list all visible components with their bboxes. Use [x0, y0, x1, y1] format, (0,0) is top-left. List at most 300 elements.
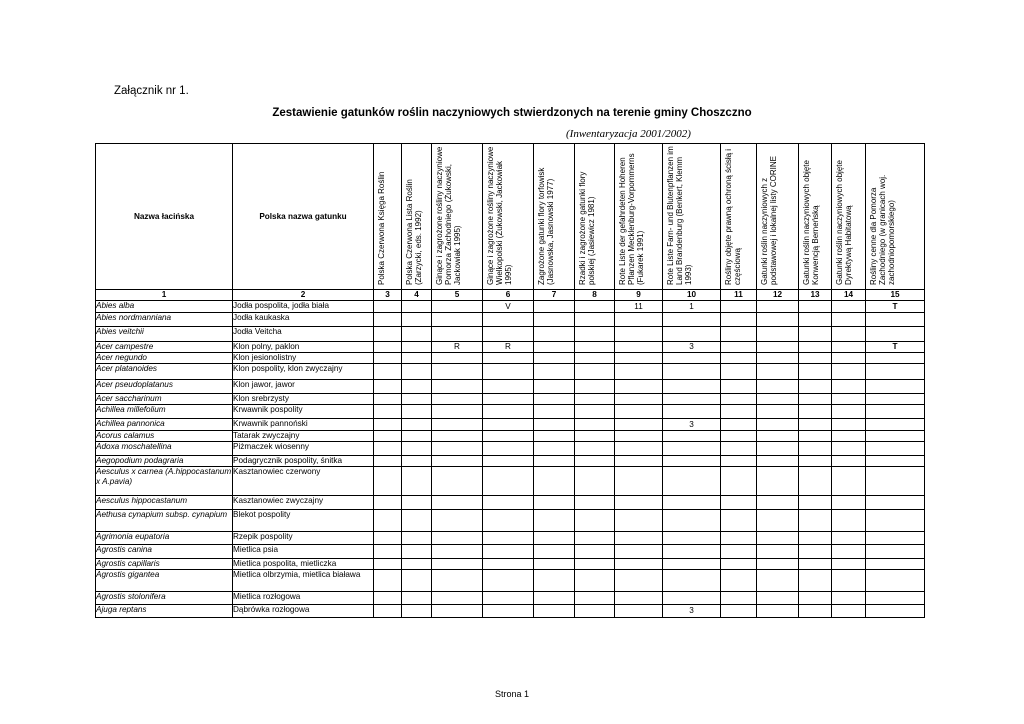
status-cell: [663, 364, 721, 380]
status-cell: [575, 301, 615, 313]
table-row: [96, 327, 925, 342]
status-cell: [615, 570, 663, 592]
status-cell: [374, 510, 402, 532]
status-cell: 11: [615, 301, 663, 313]
polish-name-cell: Mietlica psia: [233, 545, 374, 559]
status-cell: [374, 394, 402, 405]
status-cell: [432, 327, 483, 342]
status-cell: [575, 456, 615, 467]
table-row: [96, 456, 925, 467]
status-cell: [799, 313, 832, 327]
table-row: [96, 532, 925, 545]
column-number: 11: [721, 290, 757, 301]
status-cell: [663, 545, 721, 559]
table-row: [96, 431, 925, 442]
polish-name-cell: Jodła pospolita, jodła biała: [233, 301, 374, 313]
page-footer: Strona 1: [494, 689, 530, 699]
latin-name-cell: Agrostis gigantea: [96, 570, 233, 592]
column-number: 9: [615, 290, 663, 301]
status-cell: [575, 380, 615, 394]
status-cell: [432, 532, 483, 545]
header-col-label: Rote Liste der gefahrdeten Hoheren Pflanzen Mecklenburg-Vorpommerns (Fukarek 1991): [618, 153, 645, 285]
status-cell: [575, 510, 615, 532]
status-cell: [575, 592, 615, 605]
status-cell: [575, 467, 615, 496]
status-cell: [402, 301, 432, 313]
status-cell: [832, 559, 866, 570]
header-col-label: Ginące i zagrożone rośliny naczyniowe Wielkopolski (Żukowski, Jackowiak 1995): [486, 146, 513, 285]
status-cell: [615, 327, 663, 342]
table-row: [96, 496, 925, 510]
annex-label: Załącznik nr 1.: [114, 85, 189, 97]
status-cell: [832, 510, 866, 532]
status-cell: [374, 301, 402, 313]
status-cell: [799, 405, 832, 419]
column-number: 2: [233, 290, 374, 301]
status-cell: [866, 364, 925, 380]
status-cell: [721, 394, 757, 405]
status-cell: [721, 380, 757, 394]
status-cell: [374, 327, 402, 342]
status-cell: [483, 364, 534, 380]
status-cell: [663, 313, 721, 327]
header-col-label: Rośliny objęte prawną ochroną ścisłą i częściową: [724, 148, 742, 285]
status-cell: [757, 364, 799, 380]
polish-name-cell: Mietlica olbrzymia, mietlica biaława: [233, 570, 374, 592]
status-cell: [866, 431, 925, 442]
table-row: [96, 364, 925, 380]
status-cell: [721, 467, 757, 496]
header-col-label: Zagrożone gatunki flory torfowisk (Jasnowska, Jasnowski 1977): [537, 167, 555, 285]
status-cell: [866, 419, 925, 431]
status-cell: [575, 327, 615, 342]
status-cell: [615, 353, 663, 364]
status-cell: [866, 605, 925, 618]
status-cell: T: [866, 342, 925, 353]
status-cell: [615, 342, 663, 353]
status-cell: [575, 442, 615, 456]
status-cell: [534, 467, 575, 496]
status-cell: [832, 467, 866, 496]
status-cell: [483, 442, 534, 456]
status-cell: [432, 592, 483, 605]
status-cell: [832, 431, 866, 442]
status-cell: [374, 380, 402, 394]
status-cell: [402, 431, 432, 442]
status-cell: [575, 394, 615, 405]
status-cell: [402, 545, 432, 559]
status-cell: [402, 364, 432, 380]
header-col-label: Ginące i zagrożone rośliny naczyniowe Pomorza Zachodniego (Żukowski, Jackowiak 1995): [435, 146, 462, 285]
status-cell: [575, 431, 615, 442]
header-col-label: Gatunki roślin naczyniowych objęte Konwencją Berneńską: [802, 160, 820, 285]
status-cell: [799, 456, 832, 467]
header-col-12: [757, 144, 799, 290]
column-number: 12: [757, 290, 799, 301]
status-cell: [534, 419, 575, 431]
status-cell: [866, 313, 925, 327]
status-cell: [721, 327, 757, 342]
status-cell: [483, 467, 534, 496]
table-row: [96, 467, 925, 496]
status-cell: [402, 405, 432, 419]
status-cell: [832, 405, 866, 419]
status-cell: [721, 605, 757, 618]
status-cell: [615, 442, 663, 456]
status-cell: [757, 570, 799, 592]
header-row: [96, 144, 925, 290]
polish-name-cell: Tatarak zwyczajny: [233, 431, 374, 442]
latin-name-cell: Acer negundo: [96, 353, 233, 364]
latin-name-cell: Agrostis stolonifera: [96, 592, 233, 605]
status-cell: [663, 327, 721, 342]
status-cell: [663, 394, 721, 405]
status-cell: [663, 431, 721, 442]
status-cell: [832, 301, 866, 313]
status-cell: [402, 313, 432, 327]
column-number: 5: [432, 290, 483, 301]
status-cell: [483, 545, 534, 559]
status-cell: [374, 405, 402, 419]
status-cell: [757, 532, 799, 545]
status-cell: [832, 532, 866, 545]
status-cell: 3: [663, 605, 721, 618]
status-cell: [615, 313, 663, 327]
header-col-8: [575, 144, 615, 290]
status-cell: [402, 467, 432, 496]
status-cell: [534, 301, 575, 313]
status-cell: [832, 592, 866, 605]
status-cell: [575, 419, 615, 431]
status-cell: [402, 496, 432, 510]
table-row: [96, 301, 925, 313]
status-cell: [832, 605, 866, 618]
column-number: 8: [575, 290, 615, 301]
status-cell: [757, 510, 799, 532]
header-col-10: [663, 144, 721, 290]
header-polish-name: Polska nazwa gatunku: [233, 144, 374, 290]
status-cell: [402, 342, 432, 353]
status-cell: [757, 342, 799, 353]
header-col-14: [832, 144, 866, 290]
table-row: [96, 313, 925, 327]
status-cell: [615, 545, 663, 559]
status-cell: [402, 532, 432, 545]
status-cell: [483, 313, 534, 327]
column-number: 3: [374, 290, 402, 301]
status-cell: [483, 605, 534, 618]
status-cell: R: [483, 342, 534, 353]
status-cell: [757, 592, 799, 605]
latin-name-cell: Abies alba: [96, 301, 233, 313]
status-cell: [615, 394, 663, 405]
status-cell: [575, 570, 615, 592]
status-cell: [663, 442, 721, 456]
polish-name-cell: Dąbrówka rozłogowa: [233, 605, 374, 618]
status-cell: [721, 419, 757, 431]
status-cell: [402, 592, 432, 605]
status-cell: [663, 592, 721, 605]
header-col-label: Gatunki roślin naczyniowych z podstawowej i lokalnej listy CORINE: [760, 156, 778, 285]
status-cell: [432, 394, 483, 405]
table-row: [96, 592, 925, 605]
status-cell: [799, 353, 832, 364]
status-cell: [663, 570, 721, 592]
status-cell: [483, 419, 534, 431]
latin-name-cell: Abies nordmanniana: [96, 313, 233, 327]
status-cell: [432, 545, 483, 559]
status-cell: [866, 570, 925, 592]
status-cell: [374, 605, 402, 618]
latin-name-cell: Acer pseudoplatanus: [96, 380, 233, 394]
status-cell: 3: [663, 342, 721, 353]
status-cell: [615, 559, 663, 570]
status-cell: [663, 467, 721, 496]
polish-name-cell: Blekot pospolity: [233, 510, 374, 532]
status-cell: [374, 353, 402, 364]
status-cell: [866, 456, 925, 467]
latin-name-cell: Achillea millefolium: [96, 405, 233, 419]
status-cell: [663, 380, 721, 394]
status-cell: [432, 510, 483, 532]
status-cell: [721, 301, 757, 313]
table-row: [96, 380, 925, 394]
status-cell: [757, 301, 799, 313]
status-cell: [483, 510, 534, 532]
status-cell: [432, 301, 483, 313]
status-cell: [402, 419, 432, 431]
status-cell: [534, 559, 575, 570]
status-cell: [402, 394, 432, 405]
status-cell: [721, 342, 757, 353]
polish-name-cell: Krwawnik pospolity: [233, 405, 374, 419]
status-cell: [757, 405, 799, 419]
status-cell: [866, 380, 925, 394]
latin-name-cell: Aesculus x carnea (A.hippocastanum x A.pavia): [96, 467, 233, 496]
status-cell: [663, 496, 721, 510]
status-cell: [799, 510, 832, 532]
status-cell: [799, 394, 832, 405]
status-cell: [866, 592, 925, 605]
status-cell: [432, 405, 483, 419]
status-cell: [534, 510, 575, 532]
status-cell: [866, 496, 925, 510]
status-cell: [799, 342, 832, 353]
page-title: Zestawienie gatunków roślin naczyniowych stwierdzonych na terenie gminy Choszczno: [272, 107, 752, 119]
status-cell: [663, 532, 721, 545]
status-cell: [615, 510, 663, 532]
status-cell: [432, 496, 483, 510]
status-cell: [615, 456, 663, 467]
status-cell: [757, 431, 799, 442]
status-cell: [374, 342, 402, 353]
status-cell: [432, 456, 483, 467]
status-cell: [575, 353, 615, 364]
status-cell: [721, 510, 757, 532]
status-cell: [866, 545, 925, 559]
status-cell: [721, 496, 757, 510]
status-cell: [483, 456, 534, 467]
status-cell: [799, 301, 832, 313]
status-cell: [799, 532, 832, 545]
header-col-7: [534, 144, 575, 290]
status-cell: [757, 545, 799, 559]
status-cell: [534, 545, 575, 559]
status-cell: [432, 431, 483, 442]
polish-name-cell: Kasztanowiec zwyczajny: [233, 496, 374, 510]
status-cell: R: [432, 342, 483, 353]
status-cell: [432, 380, 483, 394]
status-cell: [866, 442, 925, 456]
status-cell: [757, 313, 799, 327]
status-cell: [757, 353, 799, 364]
polish-name-cell: Klon pospolity, klon zwyczajny: [233, 364, 374, 380]
status-cell: [866, 394, 925, 405]
header-col-label: Polska Czerwona Księga Roślin: [377, 171, 386, 285]
status-cell: [402, 442, 432, 456]
polish-name-cell: Krwawnik pannoński: [233, 419, 374, 431]
status-cell: [432, 353, 483, 364]
polish-name-cell: Klon polny, paklon: [233, 342, 374, 353]
status-cell: [402, 605, 432, 618]
status-cell: [799, 380, 832, 394]
polish-name-cell: Rzepik pospolity: [233, 532, 374, 545]
polish-name-cell: Klon srebrzysty: [233, 394, 374, 405]
table-row: [96, 342, 925, 353]
status-cell: [799, 559, 832, 570]
table-row: [96, 419, 925, 431]
polish-name-cell: Mietlica pospolita, mietliczka: [233, 559, 374, 570]
table-row: [96, 405, 925, 419]
status-cell: [832, 327, 866, 342]
status-cell: [402, 380, 432, 394]
status-cell: [534, 442, 575, 456]
polish-name-cell: Klon jesionolistny: [233, 353, 374, 364]
polish-name-cell: Jodła kaukaska: [233, 313, 374, 327]
status-cell: [483, 532, 534, 545]
status-cell: [534, 496, 575, 510]
status-cell: [432, 419, 483, 431]
latin-name-cell: Adoxa moschatellina: [96, 442, 233, 456]
header-col-label: Rote Liste Farn- und Blutenpflanzen im Land Brandenburg (Benkert, Klemm 1993): [666, 146, 693, 285]
status-cell: [374, 496, 402, 510]
status-cell: [721, 559, 757, 570]
column-number: 13: [799, 290, 832, 301]
status-cell: [757, 380, 799, 394]
polish-name-cell: Piżmaczek wiosenny: [233, 442, 374, 456]
status-cell: [374, 532, 402, 545]
status-cell: [575, 559, 615, 570]
status-cell: [374, 431, 402, 442]
status-cell: [432, 442, 483, 456]
polish-name-cell: Mietlica rozłogowa: [233, 592, 374, 605]
species-table: [95, 143, 925, 618]
header-col-9: [615, 144, 663, 290]
status-cell: [866, 510, 925, 532]
status-cell: [483, 380, 534, 394]
status-cell: [663, 510, 721, 532]
status-cell: [799, 592, 832, 605]
status-cell: [757, 605, 799, 618]
status-cell: [757, 394, 799, 405]
polish-name-cell: Podagrycznik pospolity, śnitka: [233, 456, 374, 467]
status-cell: [799, 496, 832, 510]
latin-name-cell: Achillea pannonica: [96, 419, 233, 431]
status-cell: [721, 442, 757, 456]
status-cell: [721, 456, 757, 467]
status-cell: [832, 442, 866, 456]
status-cell: [721, 353, 757, 364]
column-number: 7: [534, 290, 575, 301]
status-cell: [721, 364, 757, 380]
status-cell: [615, 431, 663, 442]
status-cell: [374, 456, 402, 467]
header-latin-name: Nazwa łacińska: [96, 144, 233, 290]
status-cell: [534, 380, 575, 394]
latin-name-cell: Agrostis capillaris: [96, 559, 233, 570]
polish-name-cell: Kasztanowiec czerwony: [233, 467, 374, 496]
page-subtitle: (Inwentaryzacja 2001/2002): [566, 128, 691, 140]
status-cell: [432, 605, 483, 618]
status-cell: [832, 353, 866, 364]
status-cell: [866, 559, 925, 570]
status-cell: [432, 313, 483, 327]
status-cell: [575, 405, 615, 419]
status-cell: [483, 496, 534, 510]
status-cell: [575, 313, 615, 327]
status-cell: [575, 342, 615, 353]
status-cell: [832, 545, 866, 559]
column-number: 14: [832, 290, 866, 301]
status-cell: [534, 592, 575, 605]
latin-name-cell: Ajuga reptans: [96, 605, 233, 618]
column-number: 6: [483, 290, 534, 301]
status-cell: [799, 442, 832, 456]
status-cell: [483, 394, 534, 405]
status-cell: [402, 510, 432, 532]
status-cell: [663, 456, 721, 467]
status-cell: [575, 545, 615, 559]
status-cell: [799, 431, 832, 442]
status-cell: [534, 405, 575, 419]
status-cell: [575, 532, 615, 545]
status-cell: [402, 559, 432, 570]
status-cell: [483, 327, 534, 342]
status-cell: V: [483, 301, 534, 313]
table-row: [96, 394, 925, 405]
status-cell: [483, 405, 534, 419]
status-cell: 3: [663, 419, 721, 431]
table-row: [96, 442, 925, 456]
status-cell: [534, 431, 575, 442]
header-col-5: [432, 144, 483, 290]
status-cell: [534, 532, 575, 545]
status-cell: [615, 592, 663, 605]
status-cell: [721, 592, 757, 605]
table-body: [96, 301, 925, 618]
status-cell: [402, 456, 432, 467]
status-cell: [721, 313, 757, 327]
status-cell: [374, 559, 402, 570]
status-cell: [374, 442, 402, 456]
status-cell: [483, 592, 534, 605]
status-cell: [374, 592, 402, 605]
status-cell: [721, 545, 757, 559]
status-cell: [866, 532, 925, 545]
status-cell: [721, 570, 757, 592]
status-cell: [866, 327, 925, 342]
status-cell: [615, 467, 663, 496]
